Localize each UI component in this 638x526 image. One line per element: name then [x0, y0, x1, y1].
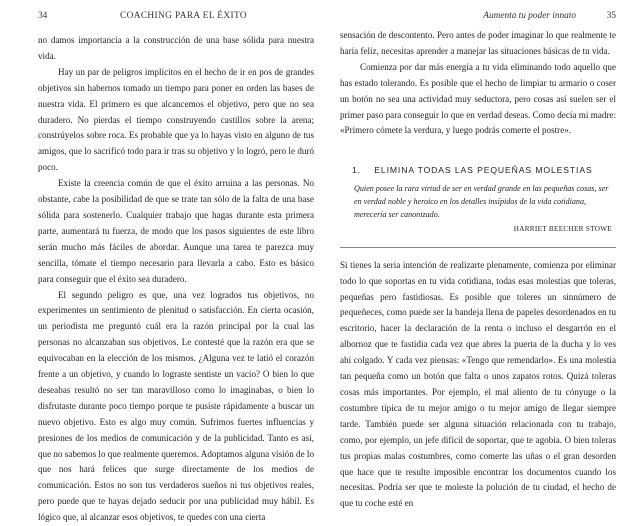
right-paragraph: Si tienes la seria intención de realizarte plenamente, comienza por eliminar todo lo que soportas en tu vida cotidiana, todas esas molestias que toleras, pequeñas pero fastidiosas. Es posible que toleres un sinnúmero de pequeñeces, como puede ser la bandeja llena de papeles desordenados en tu escritorio, hacer la declaración de la renta o incluso el desgarrón en el albornoz que te fastidia cada vez que abres la puerta de la ducha y lo ves ahí colgado. Y cada vez piensas: «Tengo que remendarlo». Es una molestia tan pequeña como un botón que falta o unos zapatos rotos. Quizá toleras cosas más importantes. Por ejemplo, el mal aliento de tu cónyuge o la costumbre típica de tu mejor amigo o tu mejor amigo de llegar siempre tarde. También puede ser alguna situación relacionada con tu trabajo, como, por ejemplo, un jefe difícil de soportar, que te agobia. O bien toleras tus propias malas costumbres, como comerte las uñas o el gran desorden que hace que te resulte imposible encontrar los documentos cuando los necesitas. Podría ser que te moleste la polución de tu ciudad, el hecho de que tu coche esté en [340, 258, 616, 513]
right-page-header [340, 11, 616, 29]
left-page [0, 0, 318, 518]
left-page-number: 34 [38, 11, 47, 21]
left-paragraph: no damos importancia a la construcción de una base sólida para nuestra vida. [38, 33, 314, 65]
left-paragraph: Hay un par de peligros implícitos en el hecho de ir en pos de grandes objetivos sin habernos tomado un tiempo para poner en orden las bases de nuestra vida. El primero es que alcancemos el objetivo, pero que no sea duradero. No pierdas el tiempo construyendo castillos sobre la arena; constrúyelos sobre roca. Es probable que ya lo hayas visto en alguno de tus amigos, que lo sacrificó todo para ir tras su objetivo y lo logró, pero le duró poco. [38, 65, 314, 176]
right-page-number: 35 [607, 11, 616, 21]
epigraph [354, 183, 612, 235]
left-page-header [38, 11, 314, 29]
section-number: 1. [352, 165, 361, 175]
right-paragraph: Comienza por dar más energía a tu vida eliminando todo aquello que has estado tolerando. Es posible que el hecho de limpiar tu armario o coser un botón no sea una actividad muy seductora, pero cosas así suelen ser el primer paso para conseguir lo que en verdad deseas. Como decía mi madre: «Primero cómete la verdura, y luego podrás comerte el postre». [340, 60, 616, 140]
right-page [318, 0, 638, 518]
right-paragraph: sensación de descontento. Pero antes de poder imaginar lo que realmente te haría feliz, necesitas aprender a manejar las situaciones básicas de tu vida. [340, 28, 616, 60]
left-paragraph: El segundo peligro es que, una vez logrados tus objetivos, no experimentes un sentimiento de plenitud o satisfacción. En cierta ocasión, un periodista me preguntó cuál era la razón principal por la cual las personas no alcanzaban sus objetivos. Le contesté que la razón era que se equivocaban en la elección de los mismos. ¿Alguna vez te latió el corazón frente a un objetivo, y cuando lo lograste sentiste un vacío? O bien lo que deseabas resultó no ser tan maravilloso como lo imaginabas, o bien lo disfrutaste durante poco tiempo porque te pusiste rápidamente a buscar un nuevo objetivo. Esto es algo muy común. Sufrimos fuertes influencias y presiones de los medios de comunicación y de la publicidad. Tanto es así, que no sabemos lo que realmente queremos. Adoptamos alguna visión de lo que nos hará felices que surge directamente de los medios de comunicación. Estos no son tus verdaderos sueños ni tus objetivos reales, pero puede que te hayas dejado seducir por una publicidad muy hábil. Es lógico que, al alcanzar esos objetivos, te quedes con una cierta [38, 288, 314, 526]
section-title: ELIMINA TODAS LAS PEQUEÑAS MOLESTIAS [374, 165, 592, 175]
left-running-title: COACHING PARA EL ÉXITO [120, 11, 247, 21]
right-running-title: Aumenta tu poder innato [483, 11, 576, 21]
right-page-body [340, 28, 616, 512]
epigraph-quote: Quien posee la rara virtud de ser en verdad grande en las pequeñas cosas, ser en verdad noble y heroico en los detalles insípidos de la vida cotidiana, merecería ser canonizado. [354, 183, 612, 221]
left-paragraph: Existe la creencia común de que el éxito arruina a las personas. No obstante, cabe la posibilidad de que se trate tan sólo de la falta de una base sólida para sostenerlo. Cualquier trabajo que hagas durante esta primera parte, aumentará tu fuerza, de modo que los pasos siguientes de este libro serán mucho más fáciles de abordar. Aunque una tarea te parezca muy sencilla, tómate el tiempo necesario para llevarla a cabo. Esto es básico para conseguir que el éxito sea duradero. [38, 176, 314, 287]
section-divider [340, 247, 616, 248]
epigraph-author: HARRIET BEECHER STOWE [354, 223, 612, 236]
left-page-body [38, 33, 314, 526]
section-heading [352, 165, 616, 175]
